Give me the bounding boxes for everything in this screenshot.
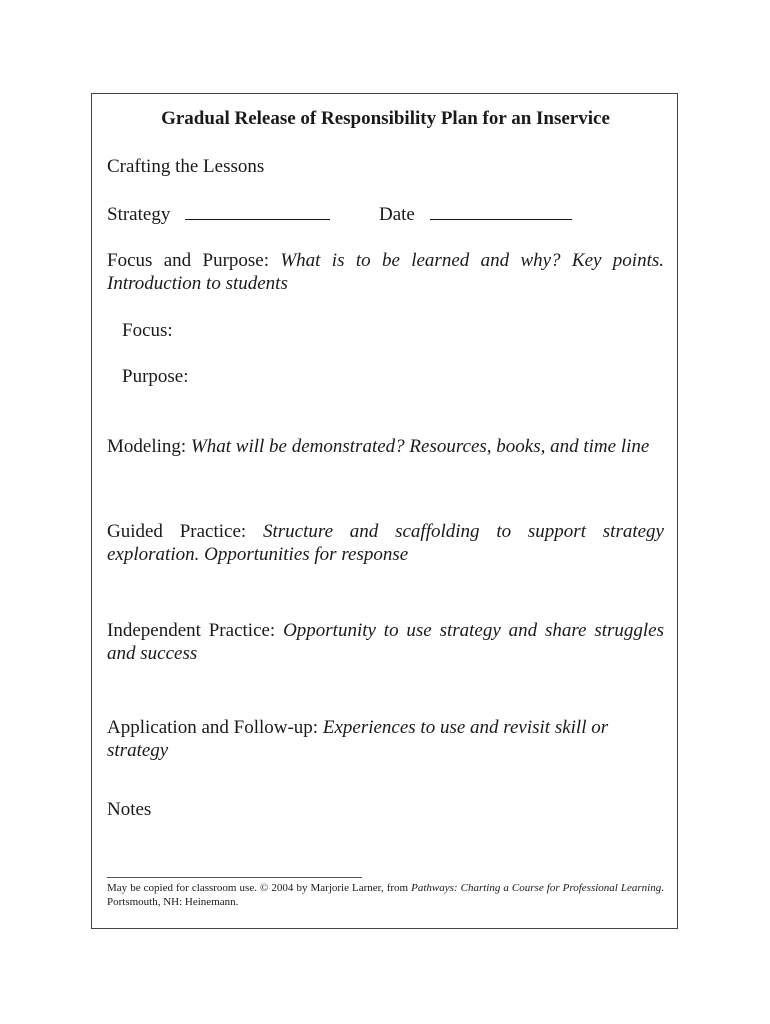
strategy-label: Strategy xyxy=(107,204,171,225)
application-prompt: Experiences to use and revisit skill or strategy xyxy=(107,717,609,761)
guided-practice-label: Guided Practice: xyxy=(107,521,247,542)
modeling-heading xyxy=(107,435,664,458)
footer-divider xyxy=(107,877,362,878)
independent-practice-heading xyxy=(107,619,664,665)
date-blank-line[interactable] xyxy=(430,218,572,220)
focus-label: Focus: xyxy=(122,320,173,341)
independent-practice-label: Independent Practice: xyxy=(107,620,276,641)
notes-label: Notes xyxy=(107,799,152,820)
form-title: Gradual Release of Responsibility Plan for an Inservice xyxy=(161,108,610,129)
copyright-footer xyxy=(107,881,664,909)
guided-practice-prompt: Structure and scaffolding to support strategy exploration. Opportunities for response xyxy=(107,521,664,565)
application-label: Application and Follow-up: xyxy=(107,717,319,738)
application-heading xyxy=(107,716,664,762)
independent-practice-prompt: Opportunity to use strategy and share struggles and success xyxy=(107,620,664,664)
modeling-prompt: What will be demonstrated? Resources, books, and time line xyxy=(190,436,650,457)
strategy-field xyxy=(107,204,330,226)
date-field xyxy=(379,204,572,226)
strategy-blank-line[interactable] xyxy=(185,218,330,220)
date-label: Date xyxy=(379,204,415,225)
footer-book-title: Pathways: Charting a Course for Professional Learning xyxy=(411,882,662,894)
footer-text-before: May be copied for classroom use. © 2004 by Marjorie Larner, from xyxy=(107,882,412,894)
focus-purpose-heading xyxy=(107,249,664,295)
footer-text-after: . Portsmouth, NH: Heinemann. xyxy=(107,882,664,908)
modeling-label: Modeling: xyxy=(107,436,187,457)
form-frame xyxy=(91,93,678,929)
focus-purpose-prompt: What is to be learned and why? Key points. Introduction to students xyxy=(107,250,664,294)
purpose-label: Purpose: xyxy=(122,366,189,387)
section-subtitle: Crafting the Lessons xyxy=(107,156,265,177)
focus-purpose-label: Focus and Purpose: xyxy=(107,250,270,271)
guided-practice-heading xyxy=(107,520,664,566)
